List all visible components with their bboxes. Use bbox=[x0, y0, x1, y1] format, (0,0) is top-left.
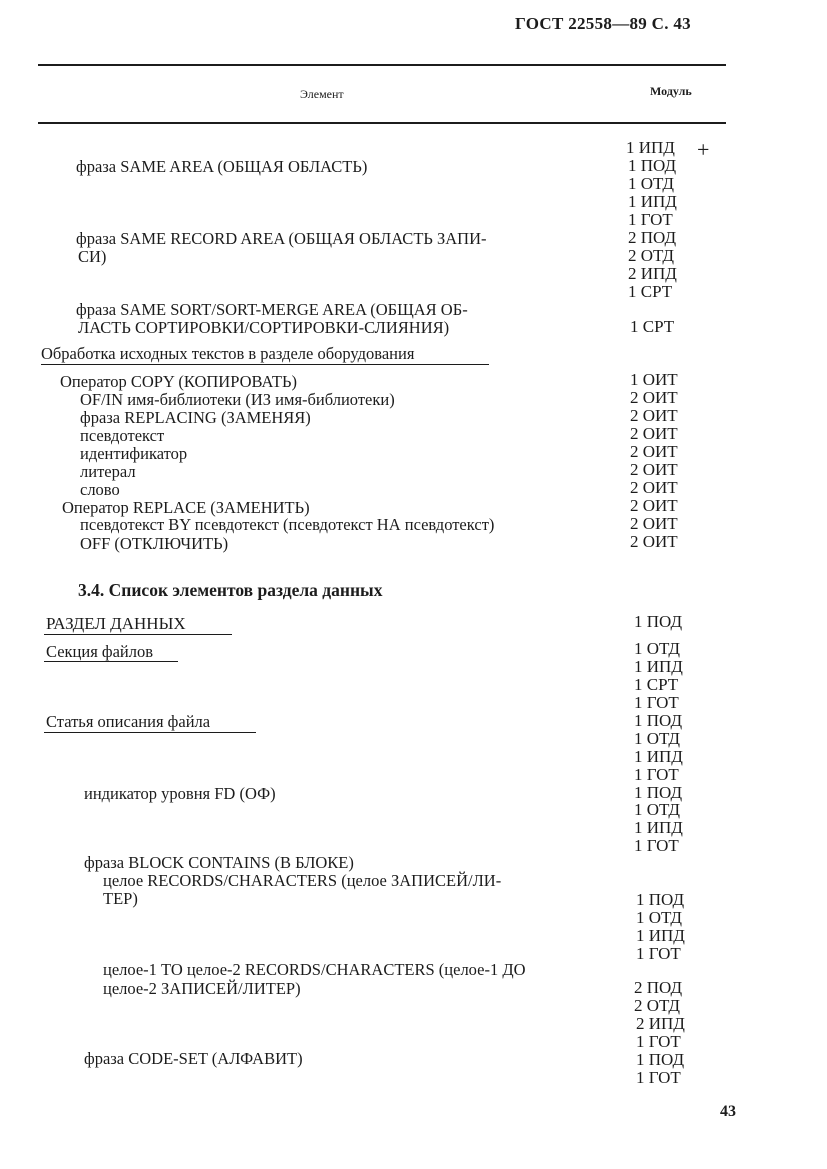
module-code: 2 ОИТ bbox=[630, 460, 678, 479]
module-code: 1 ПОД bbox=[634, 711, 683, 730]
column-header-element: Элемент bbox=[300, 87, 344, 101]
element-line: фраза BLOCK CONTAINS (В БЛОКЕ) bbox=[84, 853, 354, 872]
heading-underline bbox=[44, 661, 178, 662]
module-code: 1 СРТ bbox=[628, 282, 673, 301]
module-code: 1 ГОТ bbox=[634, 693, 679, 712]
module-code: 1 ПОД bbox=[634, 612, 683, 631]
element-line: ЛАСТЬ СОРТИРОВКИ/СОРТИРОВКИ-СЛИЯНИЯ) bbox=[78, 318, 450, 337]
module-code: 2 ИПД bbox=[636, 1014, 685, 1033]
element-line: OF/IN имя-библиотеки (ИЗ имя-библиотеки) bbox=[80, 390, 395, 409]
element-line: идентификатор bbox=[80, 444, 188, 463]
module-code: 1 ПОД bbox=[636, 1050, 685, 1069]
handwritten-plus-mark: + bbox=[697, 137, 710, 162]
module-code: 1 ИПД bbox=[636, 926, 685, 945]
module-code: 2 ОИТ bbox=[630, 478, 678, 497]
module-code: 2 ОИТ bbox=[630, 424, 678, 443]
module-code: 1 ОТД bbox=[634, 729, 680, 748]
module-code: 2 ОТД bbox=[628, 246, 674, 265]
module-code: 1 ГОТ bbox=[634, 836, 679, 855]
element-line: фраза REPLACING (ЗАМЕНЯЯ) bbox=[80, 408, 311, 427]
module-code: 2 ОИТ bbox=[630, 496, 678, 515]
header-rule bbox=[38, 64, 726, 66]
element-line: фраза SAME AREA (ОБЩАЯ ОБЛАСТЬ) bbox=[76, 157, 368, 176]
module-code: 2 ПОД bbox=[634, 978, 683, 997]
heading-underline bbox=[44, 634, 232, 635]
heading-underline bbox=[44, 732, 256, 733]
module-code: 1 ИПД bbox=[634, 747, 683, 766]
module-code: 2 ОИТ bbox=[630, 406, 678, 425]
module-code: 2 ОИТ bbox=[630, 532, 678, 551]
element-line: фраза SAME RECORD AREA (ОБЩАЯ ОБЛАСТЬ ЗАПИ- bbox=[76, 229, 487, 248]
module-code: 2 ИПД bbox=[628, 264, 677, 283]
module-code: 2 ОТД bbox=[634, 996, 680, 1015]
module-code: 1 ИПД bbox=[634, 657, 683, 676]
module-code: 2 ПОД bbox=[628, 228, 677, 247]
table-header-rule bbox=[38, 122, 726, 124]
subsection-heading: Обработка исходных текстов в разделе оборудования bbox=[41, 344, 415, 363]
element-line: псевдотекст bbox=[80, 426, 165, 445]
page-header: ГОСТ 22558—89 С. 43 bbox=[515, 14, 691, 33]
module-code: 1 ИПД bbox=[628, 192, 677, 211]
element-line: Оператор REPLACE (ЗАМЕНИТЬ) bbox=[62, 498, 310, 517]
module-code: 1 ПОД bbox=[628, 156, 677, 175]
heading-underline bbox=[41, 364, 489, 365]
module-code: 1 ГОТ bbox=[636, 944, 681, 963]
module-code: 2 ОИТ bbox=[630, 514, 678, 533]
module-code: 1 ОТД bbox=[628, 174, 674, 193]
element-line: псевдотекст BY псевдотекст (псевдотекст НА псевдотекст) bbox=[80, 515, 495, 534]
module-code: 1 СРТ bbox=[634, 675, 679, 694]
module-code: 1 ГОТ bbox=[636, 1068, 681, 1087]
module-code: 1 ИПД bbox=[626, 138, 675, 157]
division-heading: РАЗДЕЛ ДАННЫХ bbox=[46, 614, 186, 633]
subsection-heading: Статья описания файла bbox=[46, 712, 211, 731]
module-code: 1 СРТ bbox=[630, 317, 675, 336]
element-line: целое RECORDS/CHARACTERS (целое ЗАПИСЕЙ/ЛИ- bbox=[103, 871, 502, 890]
module-code: 1 ОИТ bbox=[630, 370, 678, 389]
module-code: 1 ГОТ bbox=[628, 210, 673, 229]
element-line: фраза SAME SORT/SORT-MERGE AREA (ОБЩАЯ ОБ- bbox=[76, 300, 468, 319]
module-code: 1 ПОД bbox=[636, 890, 685, 909]
column-header-module: Модуль bbox=[650, 84, 692, 98]
module-code: 1 ГОТ bbox=[634, 765, 679, 784]
module-code: 2 ОИТ bbox=[630, 442, 678, 461]
module-code: 1 ИПД bbox=[634, 818, 683, 837]
element-line: OFF (ОТКЛЮЧИТЬ) bbox=[80, 534, 229, 553]
element-line: слово bbox=[80, 480, 120, 499]
element-line: ТЕР) bbox=[103, 889, 138, 908]
element-line: индикатор уровня FD (ОФ) bbox=[84, 784, 276, 803]
section-title: 3.4. Список элементов раздела данных bbox=[78, 580, 383, 600]
element-line: целое-2 ЗАПИСЕЙ/ЛИТЕР) bbox=[103, 979, 301, 998]
module-code: 1 ПОД bbox=[634, 783, 683, 802]
element-line: Оператор COPY (КОПИРОВАТЬ) bbox=[60, 372, 297, 391]
element-line: фраза CODE-SET (АЛФАВИТ) bbox=[84, 1049, 303, 1068]
module-code: 1 ОТД bbox=[634, 800, 680, 819]
page-number: 43 bbox=[720, 1103, 736, 1120]
element-line: литерал bbox=[80, 462, 136, 481]
module-code: 1 ГОТ bbox=[636, 1032, 681, 1051]
module-code: 1 ОТД bbox=[634, 639, 680, 658]
element-line: СИ) bbox=[78, 247, 107, 266]
element-line: целое-1 TO целое-2 RECORDS/CHARACTERS (целое-1 ДО bbox=[103, 960, 526, 979]
module-code: 2 ОИТ bbox=[630, 388, 678, 407]
subsection-heading: Секция файлов bbox=[46, 642, 154, 661]
module-code: 1 ОТД bbox=[636, 908, 682, 927]
